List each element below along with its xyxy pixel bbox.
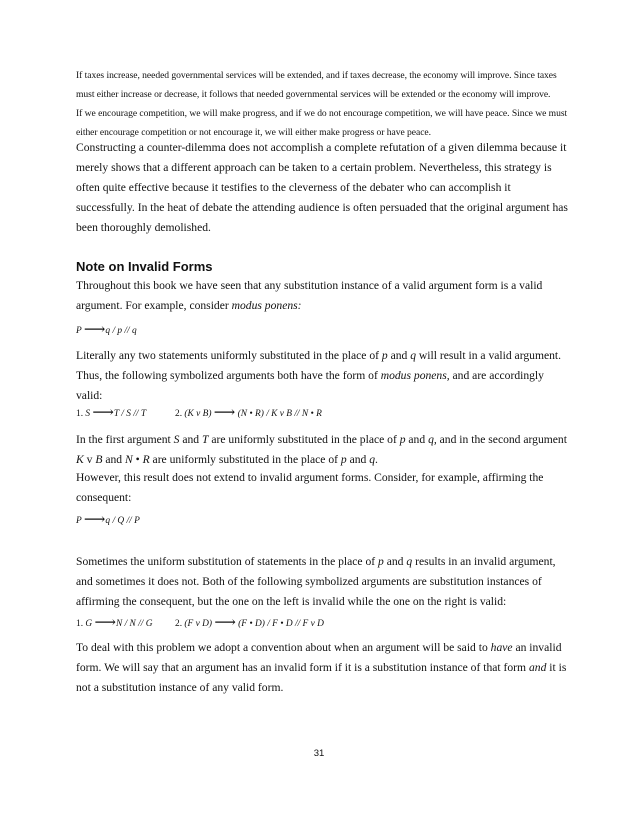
convention-paragraph [76, 638, 572, 698]
text-run: Sometimes the uniform substitution of statements in the place of [76, 555, 379, 568]
variable-q: q [406, 555, 413, 568]
intro-paragraph [76, 276, 572, 316]
text-run: are uniformly substituted in the place of [208, 433, 400, 446]
text-run: results in an invalid argument, [412, 555, 556, 568]
form-part: S [85, 409, 91, 419]
variable: p [399, 433, 406, 446]
form-part: N / N // G [116, 619, 153, 629]
paragraph-line: Constructing a counter-dilemma does not accomplish a complete refutation of a given dilemma because it [76, 141, 567, 154]
paragraph-line [76, 430, 572, 450]
emphasis-have: have [490, 641, 513, 654]
paragraph-line: often quite effective because it testifies to the cleverness of the debater who can accomplish it [76, 181, 511, 194]
form-part: (K v B) [184, 409, 212, 419]
text-run: . [375, 453, 378, 466]
paragraph-line: valid: [76, 389, 103, 402]
conditional-arrow-icon: ⟶ [92, 405, 114, 421]
paragraph-line: Throughout this book we have seen that any substitution instance of a valid argument form is a valid [76, 279, 543, 292]
paragraph-line: not a substitution instance of any valid form. [76, 681, 284, 694]
form-rest: q / p // q [105, 326, 137, 336]
affirming-example-2 [175, 617, 324, 631]
example-number: 2. [175, 409, 185, 419]
example-number: 1. [76, 619, 86, 629]
emphasis-and: and [528, 661, 547, 674]
term-modus-ponens: modus ponens: [231, 299, 302, 312]
text-run: and [383, 555, 407, 568]
form-variable: P [76, 516, 82, 526]
form-part: T / S // T [113, 409, 147, 419]
paragraph-line: merely shows that a different approach can be taken to a certain problem. Nevertheless, this strategy is [76, 161, 552, 174]
dilemma-line: either encourage competition or not encourage it, we will either make progress or have peace. [76, 127, 431, 138]
paragraph-line: However, this result does not extend to invalid argument forms. Consider, for example, affirming the [76, 471, 544, 484]
text-run: Literally any two statements uniformly substituted in the place of [76, 349, 382, 362]
paragraph-line [76, 552, 572, 572]
form-variable: P [76, 326, 82, 336]
valid-example-2 [175, 407, 322, 421]
form-rest: q / Q // P [105, 516, 140, 526]
text-run: form. We will say that an argument has an invalid form if it is a substitution instance of that form [76, 661, 529, 674]
text-run: v [83, 453, 96, 466]
variable: S [173, 433, 180, 446]
variable-q: q [410, 349, 417, 362]
text-run: and are accordingly [449, 369, 544, 382]
paragraph-line: and sometimes it does not. Both of the following symbolized arguments are substitution instances of [76, 575, 542, 588]
paragraph-line [76, 658, 572, 678]
variable: T [202, 433, 209, 446]
dilemma-line: If taxes increase, needed governmental services will be extended, and if taxes decrease, the economy will improve. Since taxes [76, 70, 557, 81]
form-part: (N • R) / K v B // N • R [237, 409, 322, 419]
form-part: G [85, 619, 93, 629]
substitution-paragraph [76, 346, 572, 406]
conditional-arrow-icon: ⟶ [83, 512, 106, 528]
variable-p: p [381, 349, 388, 362]
dilemma-line: If we encourage competition, we will make progress, and if we do not encourage competition, we will have peace. Since we must [76, 108, 568, 119]
text-run: • [132, 453, 143, 466]
example-number: 2. [175, 619, 185, 629]
text-run: and [405, 433, 429, 446]
dilemma-examples [76, 66, 572, 142]
text-run: an invalid [512, 641, 562, 654]
explanation-paragraph [76, 430, 572, 470]
variable: B [95, 453, 103, 466]
text-run: In the first argument [76, 433, 174, 446]
term-modus-ponens: modus ponens, [380, 369, 450, 382]
variable: N [124, 453, 133, 466]
variable: p [340, 453, 347, 466]
page-number: 31 [313, 748, 325, 759]
text-run: will result in a valid argument. [416, 349, 562, 362]
form-part: (F • D) / F • D // F v D [238, 619, 324, 629]
paragraph-line [76, 346, 572, 366]
text-run: and [102, 453, 125, 466]
variable: K [76, 453, 84, 466]
modus-ponens-form [76, 324, 137, 338]
conditional-arrow-icon: ⟶ [213, 405, 236, 421]
sometimes-paragraph [76, 552, 572, 612]
paragraph-line: been thoroughly demolished. [76, 221, 211, 234]
conditional-arrow-icon: ⟶ [83, 322, 106, 338]
paragraph-line: successfully. In the heat of debate the attending audience is often persuaded that the original argument has [76, 201, 568, 214]
example-number: 1. [76, 409, 86, 419]
counter-dilemma-paragraph [76, 138, 572, 238]
paragraph-line: affirming the consequent, but the one on the left is invalid while the one on the right is valid: [76, 595, 507, 608]
dilemma-line: must either increase or decrease, it follows that needed governmental services will be extended or the economy will improve. [76, 89, 551, 100]
valid-example-1 [76, 407, 146, 421]
affirming-consequent-form [76, 514, 140, 528]
section-heading: Note on Invalid Forms [76, 259, 213, 274]
text-run: are uniformly substituted in the place of [149, 453, 341, 466]
conditional-arrow-icon: ⟶ [214, 615, 236, 631]
affirming-paragraph [76, 468, 572, 508]
variable: q [369, 453, 376, 466]
text-run: it is [546, 661, 567, 674]
variable: q, [428, 433, 437, 446]
variable: R [142, 453, 150, 466]
paragraph-line [76, 296, 572, 316]
paragraph-line: consequent: [76, 491, 132, 504]
form-part: (F v D) [184, 619, 212, 629]
text-run: and [346, 453, 370, 466]
text-run: To deal with this problem we adopt a convention about when an argument will be said to [76, 641, 491, 654]
paragraph-line [76, 450, 572, 470]
affirming-example-1 [76, 617, 152, 631]
paragraph-line [76, 638, 572, 658]
text-run: and [179, 433, 203, 446]
paragraph-line [76, 366, 572, 386]
text-run: argument. For example, consider [76, 299, 232, 312]
text-run: Thus, the following symbolized arguments both have the form of [76, 369, 381, 382]
conditional-arrow-icon: ⟶ [94, 615, 117, 631]
text-run: and in the second argument [436, 433, 567, 446]
text-run: and [387, 349, 411, 362]
variable-p: p [378, 555, 384, 568]
